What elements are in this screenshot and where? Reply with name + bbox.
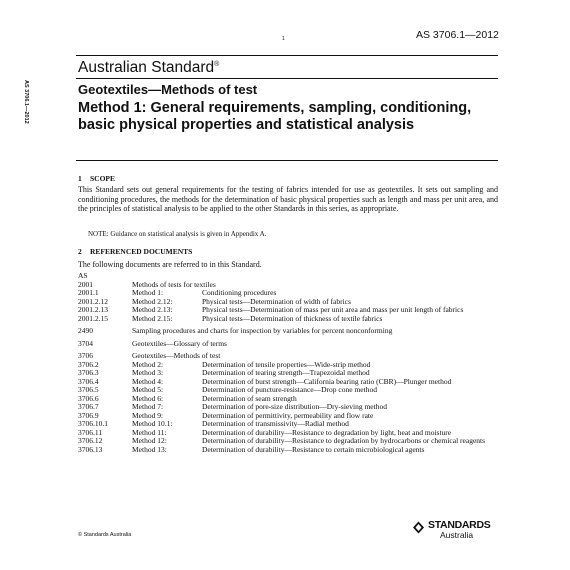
doc-title: Methods of tests for textiles — [132, 279, 216, 289]
registered-mark: ® — [214, 60, 220, 68]
std-2490-row — [78, 327, 498, 336]
publisher-name — [78, 59, 219, 77]
doc-title: Physical tests—Determination of width of fabrics — [202, 296, 351, 306]
doc-title: Determination of burst strength—California bearing ratio (CBR)—Plunger method — [202, 376, 452, 386]
references-number: 2 — [78, 247, 82, 256]
doc-number: 2001.2.13 — [78, 305, 108, 314]
doc-number: 2001.1 — [78, 288, 99, 297]
scope-paragraph: This Standard sets out general requirements for the testing of fabrics intended for use as geotextiles. It sets out sampling and conditioning procedures, the methods for the determination of basic physical properties such as length and mass per unit area, and the principles of statistical analysis to be applied to the other Standards in this series, as appropriate. — [78, 185, 498, 213]
doc-method: Method 12: — [132, 436, 167, 445]
top-rule — [76, 55, 498, 56]
std-3704-row — [78, 340, 498, 349]
standard-number: AS 3706.1—2012 — [416, 29, 499, 41]
spine-label — [20, 80, 30, 160]
references-heading-text: REFERENCED DOCUMENTS — [90, 247, 193, 256]
doc-number: 2001.2.12 — [78, 296, 108, 306]
doc-method: Method 3: — [132, 368, 164, 377]
doc-method: Method 7: — [132, 402, 164, 411]
doc-title: Determination of seam strength — [202, 393, 297, 403]
doc-number: 3706.9 — [78, 410, 99, 420]
doc-title: Determination of tearing strength—Trapezoidal method — [202, 368, 370, 377]
doc-number: 3706.12 — [78, 436, 103, 445]
doc-number: 3706.2 — [78, 359, 99, 369]
standards-australia-logo — [412, 519, 502, 543]
publisher-text: Australian Standard — [78, 59, 215, 76]
doc-method: Method 1: — [132, 288, 164, 297]
scope-note: NOTE: Guidance on statistical analysis is given in Appendix A. — [88, 230, 267, 238]
doc-method: Method 2.12: — [132, 296, 173, 306]
scope-heading-text: SCOPE — [90, 174, 116, 183]
method-title: Method 1: General requirements, sampling, conditioning, basic physical properties and statistical analysis — [78, 100, 472, 133]
doc-title: Physical tests—Determination of thickness of textile fabrics — [202, 313, 383, 323]
doc-number: 3706.4 — [78, 376, 99, 386]
references-intro: The following documents are referred to in this Standard. — [78, 260, 262, 269]
doc-method: Method 2.15: — [132, 313, 173, 323]
as-prefix: AS — [78, 271, 88, 280]
doc-number: 2001.2.15 — [78, 313, 108, 323]
doc-title: Determination of pore-size distribution—Dry-sieving method — [202, 402, 387, 411]
doc-number: 3706.11 — [78, 427, 103, 437]
logo-line-1: STANDARDS — [428, 519, 491, 531]
spine-text: AS 3706.1—2012 — [23, 80, 29, 124]
scope-heading — [78, 174, 115, 183]
doc-number: 3704 — [78, 338, 93, 348]
group-3706-items — [78, 361, 498, 455]
doc-method: Method 6: — [132, 393, 164, 403]
doc-number: 3706.6 — [78, 393, 99, 403]
group-2001-items — [78, 289, 498, 323]
referenced-documents-list — [78, 272, 498, 454]
doc-title: Determination of puncture-resistance—Drop cone method — [202, 385, 377, 394]
doc-method: Method 2: — [132, 359, 164, 369]
doc-title: Determination of tensile properties—Wide-strip method — [202, 359, 371, 369]
doc-number: 3706 — [78, 351, 93, 360]
doc-number: 2490 — [78, 326, 93, 335]
doc-title: Geotextiles—Methods of test — [132, 351, 221, 360]
scope-number: 1 — [78, 174, 82, 183]
doc-title: Determination of permittivity, permeability and flow rate — [202, 410, 374, 420]
doc-number: 3706.5 — [78, 385, 99, 394]
doc-title: Determination of durability—Resistance to degradation by hydrocarbons or chemical reagents — [202, 436, 486, 445]
series-title: Geotextiles—Methods of test — [78, 82, 258, 97]
doc-title: Determination of transmissivity—Radial method — [202, 419, 349, 428]
doc-title: Determination of durability—Resistance to degradation by light, heat and moisture — [202, 427, 452, 437]
doc-method: Method 13: — [132, 444, 167, 454]
doc-method: Method 11: — [132, 427, 167, 437]
doc-method: Method 9: — [132, 410, 164, 420]
title-rule — [76, 160, 498, 161]
doc-number: 3706.10.1 — [78, 419, 108, 428]
references-heading — [78, 247, 192, 256]
page-number: 1 — [282, 36, 285, 42]
doc-method: Method 4: — [132, 376, 164, 386]
doc-title: Determination of durability—Resistance to certain microbiological agents — [202, 444, 425, 454]
standards-australia-mark-icon — [412, 521, 425, 534]
doc-method: Method 10.1: — [132, 419, 173, 428]
copyright-notice: © Standards Australia — [78, 532, 132, 538]
doc-title: Physical tests—Determination of mass per unit area and mass per unit length of fabrics — [202, 305, 464, 314]
doc-title: Sampling procedures and charts for inspection by variables for percent nonconforming — [132, 326, 393, 335]
logo-line-2: Australia — [440, 530, 474, 540]
doc-row — [78, 446, 498, 455]
doc-number: 2001 — [78, 279, 93, 289]
doc-number: 3706.7 — [78, 402, 99, 411]
doc-number: 3706.3 — [78, 368, 99, 377]
doc-number: 3706.13 — [78, 444, 103, 454]
doc-title: Geotextiles—Glossary of terms — [132, 338, 227, 348]
publisher-rule — [76, 78, 498, 79]
doc-row — [78, 315, 498, 324]
doc-method: Method 2.13: — [132, 305, 173, 314]
doc-method: Method 5: — [132, 385, 164, 394]
doc-title: Conditioning procedures — [202, 288, 277, 297]
